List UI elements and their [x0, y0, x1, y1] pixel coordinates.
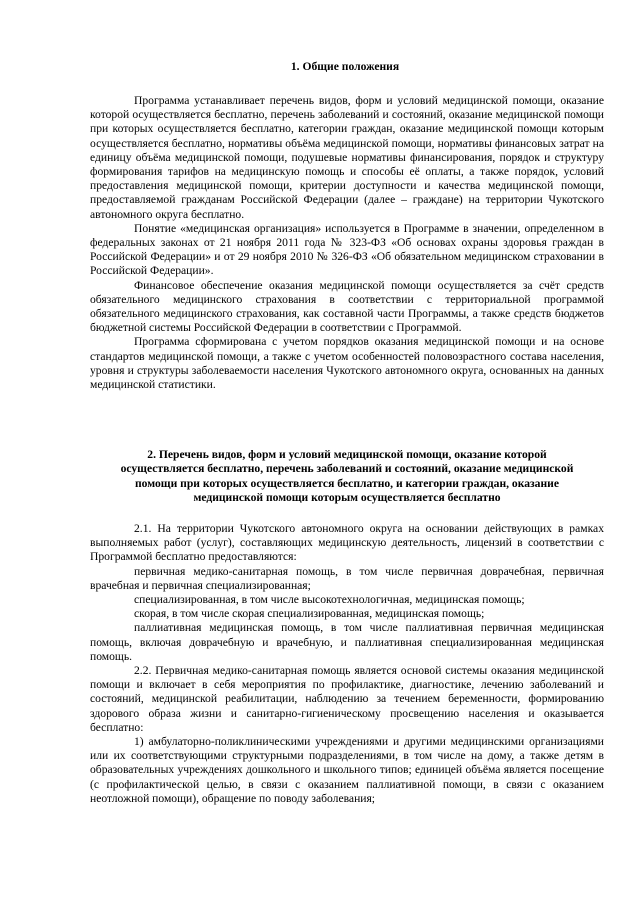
section-1-heading: 1. Общие положения: [290, 60, 400, 73]
section-1-paragraph: Финансовое обеспечение оказания медицинской помощи осуществляется за счёт средств обязательного медицинского страхования в соответствии с территориальной программой обязательного медицинского страхования, как составной части Программы, а также средств бюджетов бюджетной системы Российской Федерации в соответствии с Программой.: [90, 278, 604, 335]
section-2-paragraph: 2.1. На территории Чукотского автономного округа на основании действующих в рамках выполняемых работ (услуг), составляющих медицинскую деятельность, лицензий в соответствии с Программой бесплатно предоставляются:: [90, 522, 604, 564]
section-2-paragraph: 2.2. Первичная медико-санитарная помощь является основой системы оказания медицинской помощи и включает в себя мероприятия по профилактике, диагностике, лечению заболеваний и состояний, медицинской реабилитации, наблюдению за течением беременности, формированию здорового образа жизни и санитарно-гигиеническому просвещению населения и оказывается бесплатно:: [90, 664, 604, 734]
section-2-heading: [90, 448, 604, 506]
section-1-paragraph: Программа сформирована с учетом порядков оказания медицинской помощи и на основе стандартов медицинской помощи, а также с учетом особенностей половозрастного состава населения, уровня и структуры заболеваемости населения Чукотского автономного округа, основанных на данных медицинской статистики.: [90, 335, 604, 392]
section-2-list-item: 1) амбулаторно-поликлиническими учреждениями и другими медицинскими организациями или их соответствующими структурными подразделениями, в том числе на дому, а также детям в образовательных учреждениях дошкольного и школьного типов; единицей объёма является посещение (с профилактической целью, в связи с оказанием паллиативной помощи, в связи с оказанием неотложной помощи), обращение по поводу заболевания;: [90, 735, 604, 805]
section-2-list-item: паллиативная медицинская помощь, в том числе паллиативная первичная медицинская помощь, включая доврачебную и врачебную, и паллиативная специализированная медицинская помощь.: [90, 621, 604, 663]
section-1-body: [90, 94, 604, 392]
section-2-heading-line: помощи при которых осуществляется бесплатно, и категории граждан, оказание: [134, 476, 559, 490]
section-2-heading-line: медицинской помощи которым осуществляется бесплатно: [193, 491, 501, 505]
section-1-paragraph: Понятие «медицинская организация» используется в Программе в значении, определенном в федеральных законах от 21 ноября 2011 года № 323-ФЗ «Об основах охраны здоровья граждан в Российской Федерации» и от 29 ноября 2010 № 326-ФЗ «Об обязательном медицинском страховании в Российской Федерации».: [90, 221, 604, 278]
section-2-body: [90, 522, 604, 806]
section-1-paragraph: Программа устанавливает перечень видов, форм и условий медицинской помощи, оказание которой осуществляется бесплатно, перечень заболеваний и состояний, оказание медицинской помощи при которых осуществляется бесплатно, категории граждан, оказание медицинской помощи которым осуществляется бесплатно, нормативы объёма медицинской помощи, нормативы финансовых затрат на единицу объёма медицинской помощи, подушевые нормативы финансирования, порядок и структуру формирования тарифов на медицинскую помощь и способы её оплаты, а также порядок, условий предоставления медицинской помощи, критерии доступности и качества медицинской помощи, предоставляемой гражданам Российской Федерации (далее – граждане) на территории Чукотского автономного округа бесплатно.: [90, 94, 604, 221]
section-2-list-item: скорая, в том числе скорая специализированная, медицинская помощь;: [134, 607, 485, 621]
section-2-list-item: первичная медико-санитарная помощь, в том числе первичная доврачебная, первичная врачебная и первичная специализированная;: [90, 564, 604, 592]
section-2-heading-line: осуществляется бесплатно, перечень заболеваний и состояний, оказание медицинской: [120, 462, 574, 476]
section-2-heading-line: 2. Перечень видов, форм и условий медицинской помощи, оказание которой: [147, 448, 547, 461]
section-2-list-item: специализированная, в том числе высокотехнологичная, медицинская помощь;: [134, 593, 525, 607]
